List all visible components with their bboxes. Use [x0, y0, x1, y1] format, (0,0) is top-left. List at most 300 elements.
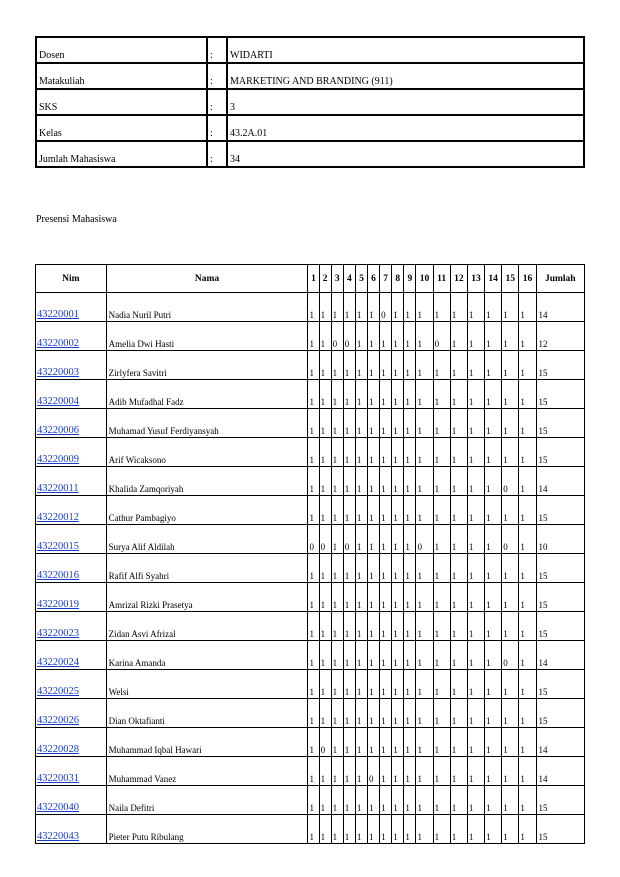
attendance-mark: 1 — [485, 409, 502, 438]
attendance-mark: 1 — [343, 670, 355, 699]
attendance-mark: 1 — [308, 670, 319, 699]
attendance-mark: 0 — [380, 293, 392, 322]
nim-link[interactable]: 43220019 — [37, 599, 79, 610]
nim-link[interactable]: 43220001 — [37, 309, 79, 320]
attendance-mark: 1 — [319, 641, 331, 670]
attendance-mark: 1 — [416, 786, 433, 815]
attendance-mark: 1 — [502, 409, 519, 438]
attendance-mark: 1 — [416, 554, 433, 583]
attendance-mark: 1 — [404, 699, 416, 728]
attendance-mark: 1 — [308, 554, 319, 583]
attendance-mark: 1 — [416, 322, 433, 351]
attendance-mark: 1 — [392, 322, 404, 351]
attendance-mark: 1 — [368, 786, 380, 815]
student-name: Khalida Zamqoriyah — [106, 467, 308, 496]
attendance-mark: 1 — [404, 496, 416, 525]
student-row — [36, 496, 585, 525]
attendance-mark: 1 — [355, 815, 367, 844]
attendance-mark: 1 — [368, 438, 380, 467]
attendance-mark: 1 — [343, 641, 355, 670]
attendance-mark: 1 — [433, 786, 450, 815]
attendance-mark: 1 — [433, 612, 450, 641]
attendance-mark: 1 — [319, 583, 331, 612]
attendance-mark: 1 — [404, 467, 416, 496]
attendance-mark: 1 — [467, 757, 484, 786]
info-row — [36, 141, 584, 167]
attendance-mark: 0 — [331, 322, 343, 351]
attendance-mark: 1 — [392, 699, 404, 728]
info-label: Dosen — [36, 37, 207, 63]
attendance-mark: 1 — [450, 583, 467, 612]
attendance-mark: 1 — [485, 496, 502, 525]
student-name: Welsi — [106, 670, 308, 699]
attendance-mark: 1 — [416, 351, 433, 380]
attendance-mark: 1 — [355, 525, 367, 554]
column-header: 11 — [433, 265, 450, 293]
attendance-mark: 1 — [319, 496, 331, 525]
attendance-mark: 1 — [519, 409, 536, 438]
attendance-total: 15 — [536, 612, 584, 641]
attendance-mark: 1 — [380, 554, 392, 583]
attendance-mark: 1 — [450, 757, 467, 786]
nim-link[interactable]: 43220031 — [37, 773, 79, 784]
attendance-mark: 1 — [450, 786, 467, 815]
attendance-mark: 1 — [416, 815, 433, 844]
attendance-mark: 1 — [308, 699, 319, 728]
attendance-mark: 1 — [502, 699, 519, 728]
column-header: 14 — [485, 265, 502, 293]
nim-cell — [36, 786, 107, 815]
attendance-mark: 1 — [450, 612, 467, 641]
nim-link[interactable]: 43220009 — [37, 454, 79, 465]
attendance-mark: 1 — [355, 496, 367, 525]
attendance-mark: 1 — [467, 322, 484, 351]
attendance-mark: 1 — [343, 467, 355, 496]
attendance-mark: 1 — [404, 641, 416, 670]
student-name: Pieter Putu Ribulang — [106, 815, 308, 844]
attendance-mark: 1 — [450, 293, 467, 322]
attendance-mark: 1 — [319, 409, 331, 438]
attendance-mark: 1 — [380, 612, 392, 641]
attendance-mark: 1 — [502, 612, 519, 641]
attendance-mark: 1 — [433, 583, 450, 612]
nim-cell — [36, 699, 107, 728]
attendance-mark: 1 — [392, 670, 404, 699]
attendance-mark: 1 — [368, 554, 380, 583]
attendance-mark: 1 — [433, 815, 450, 844]
attendance-mark: 1 — [404, 525, 416, 554]
nim-link[interactable]: 43220006 — [37, 425, 79, 436]
column-header: 15 — [502, 265, 519, 293]
attendance-mark: 1 — [519, 612, 536, 641]
attendance-mark: 1 — [502, 380, 519, 409]
attendance-mark: 1 — [502, 583, 519, 612]
attendance-mark: 1 — [502, 322, 519, 351]
attendance-mark: 1 — [308, 612, 319, 641]
attendance-mark: 1 — [450, 641, 467, 670]
attendance-mark: 1 — [450, 670, 467, 699]
column-header: 4 — [343, 265, 355, 293]
attendance-mark: 1 — [368, 496, 380, 525]
attendance-mark: 1 — [450, 554, 467, 583]
attendance-mark: 1 — [308, 583, 319, 612]
nim-link[interactable]: 43220023 — [37, 628, 79, 639]
attendance-mark: 1 — [355, 351, 367, 380]
attendance-table — [35, 264, 585, 844]
attendance-mark: 1 — [331, 380, 343, 409]
attendance-mark: 1 — [319, 467, 331, 496]
attendance-mark: 1 — [392, 786, 404, 815]
attendance-mark: 1 — [319, 322, 331, 351]
info-value: 34 — [227, 141, 584, 167]
attendance-mark: 1 — [467, 351, 484, 380]
student-name: Muhamad Yusuf Ferdiyansyah — [106, 409, 308, 438]
attendance-mark: 1 — [355, 786, 367, 815]
attendance-mark: 1 — [355, 757, 367, 786]
nim-link[interactable]: 43220002 — [37, 338, 79, 349]
attendance-mark: 1 — [485, 554, 502, 583]
nim-link[interactable]: 43220028 — [37, 744, 79, 755]
attendance-mark: 1 — [355, 670, 367, 699]
student-name: Karina Amanda — [106, 641, 308, 670]
column-header: Jumlah — [536, 265, 584, 293]
nim-cell — [36, 525, 107, 554]
student-name: Zidan Asvi Afrizal — [106, 612, 308, 641]
attendance-mark: 1 — [308, 409, 319, 438]
attendance-mark: 1 — [433, 525, 450, 554]
info-separator: : — [207, 37, 227, 63]
attendance-mark: 1 — [416, 699, 433, 728]
column-header: 2 — [319, 265, 331, 293]
attendance-mark: 1 — [331, 757, 343, 786]
attendance-mark: 0 — [308, 525, 319, 554]
attendance-mark: 1 — [450, 322, 467, 351]
nim-link[interactable]: 43220040 — [37, 802, 79, 813]
attendance-mark: 1 — [485, 757, 502, 786]
attendance-mark: 1 — [380, 786, 392, 815]
attendance-mark: 1 — [392, 525, 404, 554]
attendance-mark: 1 — [331, 351, 343, 380]
student-row — [36, 786, 585, 815]
attendance-mark: 1 — [467, 612, 484, 641]
attendance-mark: 1 — [380, 409, 392, 438]
attendance-mark: 1 — [450, 438, 467, 467]
attendance-mark: 1 — [467, 380, 484, 409]
attendance-mark: 1 — [368, 699, 380, 728]
column-header: 12 — [450, 265, 467, 293]
attendance-mark: 1 — [502, 728, 519, 757]
attendance-mark: 1 — [319, 554, 331, 583]
attendance-mark: 1 — [380, 641, 392, 670]
attendance-mark: 1 — [467, 786, 484, 815]
attendance-total: 10 — [536, 525, 584, 554]
student-row — [36, 699, 585, 728]
attendance-mark: 1 — [519, 496, 536, 525]
attendance-mark: 1 — [392, 293, 404, 322]
attendance-total: 15 — [536, 670, 584, 699]
attendance-mark: 1 — [433, 641, 450, 670]
attendance-total: 15 — [536, 815, 584, 844]
attendance-mark: 1 — [380, 670, 392, 699]
student-name: Arif Wicaksono — [106, 438, 308, 467]
attendance-mark: 1 — [433, 438, 450, 467]
attendance-mark: 1 — [519, 757, 536, 786]
attendance-mark: 1 — [308, 641, 319, 670]
attendance-mark: 1 — [404, 728, 416, 757]
student-row — [36, 641, 585, 670]
attendance-mark: 1 — [392, 641, 404, 670]
attendance-mark: 1 — [450, 496, 467, 525]
attendance-mark: 1 — [416, 728, 433, 757]
nim-link[interactable]: 43220004 — [37, 396, 79, 407]
attendance-mark: 1 — [380, 322, 392, 351]
attendance-mark: 1 — [519, 554, 536, 583]
attendance-body — [36, 293, 585, 844]
attendance-mark: 0 — [502, 641, 519, 670]
attendance-mark: 1 — [404, 815, 416, 844]
column-header: 10 — [416, 265, 433, 293]
attendance-mark: 1 — [392, 467, 404, 496]
attendance-mark: 1 — [319, 699, 331, 728]
attendance-mark: 1 — [467, 728, 484, 757]
attendance-mark: 1 — [502, 786, 519, 815]
attendance-mark: 1 — [519, 699, 536, 728]
attendance-mark: 1 — [485, 612, 502, 641]
attendance-mark: 1 — [502, 293, 519, 322]
attendance-mark: 1 — [485, 467, 502, 496]
attendance-mark: 0 — [368, 757, 380, 786]
info-label: SKS — [36, 89, 207, 115]
info-label: Jumlah Mahasiswa — [36, 141, 207, 167]
attendance-mark: 1 — [331, 670, 343, 699]
attendance-mark: 1 — [392, 815, 404, 844]
attendance-mark: 1 — [308, 815, 319, 844]
attendance-mark: 1 — [433, 699, 450, 728]
attendance-mark: 1 — [416, 612, 433, 641]
column-header: 9 — [404, 265, 416, 293]
attendance-mark: 1 — [519, 380, 536, 409]
attendance-mark: 1 — [519, 815, 536, 844]
attendance-mark: 1 — [343, 786, 355, 815]
attendance-mark: 1 — [519, 293, 536, 322]
student-row — [36, 293, 585, 322]
attendance-mark: 1 — [502, 351, 519, 380]
attendance-mark: 1 — [331, 815, 343, 844]
course-info-table — [35, 36, 585, 168]
nim-link[interactable]: 43220025 — [37, 686, 79, 697]
attendance-mark: 1 — [450, 380, 467, 409]
attendance-mark: 1 — [519, 728, 536, 757]
attendance-mark: 1 — [392, 554, 404, 583]
attendance-mark: 1 — [467, 293, 484, 322]
attendance-mark: 1 — [355, 438, 367, 467]
column-header: 1 — [308, 265, 319, 293]
attendance-mark: 1 — [343, 409, 355, 438]
student-row — [36, 438, 585, 467]
attendance-mark: 1 — [392, 438, 404, 467]
attendance-mark: 1 — [404, 293, 416, 322]
attendance-table-container — [35, 264, 585, 842]
attendance-mark: 1 — [485, 351, 502, 380]
nim-cell — [36, 757, 107, 786]
attendance-mark: 1 — [331, 438, 343, 467]
attendance-mark: 1 — [433, 380, 450, 409]
attendance-mark: 1 — [404, 380, 416, 409]
attendance-mark: 1 — [380, 757, 392, 786]
attendance-mark: 1 — [380, 467, 392, 496]
info-separator: : — [207, 63, 227, 89]
nim-cell — [36, 728, 107, 757]
attendance-mark: 1 — [368, 467, 380, 496]
attendance-mark: 1 — [380, 815, 392, 844]
attendance-mark: 1 — [343, 699, 355, 728]
attendance-mark: 1 — [416, 467, 433, 496]
attendance-mark: 1 — [343, 612, 355, 641]
attendance-mark: 0 — [502, 467, 519, 496]
attendance-mark: 1 — [319, 757, 331, 786]
attendance-mark: 1 — [331, 786, 343, 815]
column-header: 16 — [519, 265, 536, 293]
attendance-total: 14 — [536, 641, 584, 670]
nim-cell — [36, 554, 107, 583]
attendance-mark: 1 — [368, 728, 380, 757]
info-row — [36, 115, 584, 141]
attendance-total: 15 — [536, 380, 584, 409]
attendance-mark: 1 — [433, 554, 450, 583]
attendance-mark: 1 — [355, 467, 367, 496]
attendance-mark: 1 — [519, 641, 536, 670]
student-name: Adib Mufadhal Fadz — [106, 380, 308, 409]
attendance-mark: 1 — [368, 351, 380, 380]
attendance-mark: 1 — [331, 409, 343, 438]
attendance-mark: 1 — [343, 554, 355, 583]
attendance-mark: 1 — [485, 786, 502, 815]
attendance-mark: 1 — [450, 467, 467, 496]
attendance-mark: 1 — [467, 554, 484, 583]
student-name: Surya Alif Aldilah — [106, 525, 308, 554]
student-row — [36, 612, 585, 641]
nim-link[interactable]: 43220043 — [37, 831, 79, 842]
attendance-mark: 1 — [392, 612, 404, 641]
attendance-mark: 1 — [519, 583, 536, 612]
info-value: 43.2A.01 — [227, 115, 584, 141]
nim-link[interactable]: 43220026 — [37, 715, 79, 726]
attendance-mark: 1 — [433, 728, 450, 757]
attendance-mark: 1 — [343, 728, 355, 757]
attendance-mark: 1 — [343, 293, 355, 322]
student-name: Muhammad Iqbal Hawari — [106, 728, 308, 757]
info-row — [36, 63, 584, 89]
student-row — [36, 670, 585, 699]
attendance-total: 15 — [536, 438, 584, 467]
attendance-total: 15 — [536, 699, 584, 728]
attendance-total: 15 — [536, 496, 584, 525]
student-name: Nadia Nuril Putri — [106, 293, 308, 322]
attendance-mark: 1 — [416, 583, 433, 612]
info-row — [36, 89, 584, 115]
nim-link[interactable]: 43220015 — [37, 541, 79, 552]
student-row — [36, 728, 585, 757]
attendance-mark: 1 — [308, 351, 319, 380]
attendance-mark: 1 — [467, 641, 484, 670]
nim-cell — [36, 467, 107, 496]
attendance-mark: 1 — [331, 583, 343, 612]
attendance-mark: 1 — [485, 525, 502, 554]
attendance-mark: 1 — [502, 438, 519, 467]
attendance-total: 14 — [536, 293, 584, 322]
nim-cell — [36, 583, 107, 612]
attendance-mark: 1 — [368, 670, 380, 699]
attendance-total: 15 — [536, 583, 584, 612]
nim-link[interactable]: 43220024 — [37, 657, 79, 668]
attendance-mark: 1 — [355, 612, 367, 641]
attendance-mark: 1 — [433, 757, 450, 786]
attendance-mark: 1 — [355, 728, 367, 757]
attendance-total: 14 — [536, 728, 584, 757]
nim-cell — [36, 815, 107, 844]
student-name: Amelia Dwi Hasti — [106, 322, 308, 351]
attendance-mark: 1 — [450, 351, 467, 380]
info-separator: : — [207, 89, 227, 115]
info-row — [36, 37, 584, 63]
attendance-mark: 1 — [380, 438, 392, 467]
student-name: Naila Defitri — [106, 786, 308, 815]
nim-cell — [36, 438, 107, 467]
attendance-mark: 1 — [380, 380, 392, 409]
attendance-mark: 1 — [502, 757, 519, 786]
attendance-mark: 1 — [368, 525, 380, 554]
column-header: Nama — [106, 265, 308, 293]
student-row — [36, 351, 585, 380]
attendance-mark: 1 — [331, 641, 343, 670]
nim-link[interactable]: 43220012 — [37, 512, 79, 523]
attendance-mark: 1 — [404, 757, 416, 786]
attendance-mark: 1 — [433, 293, 450, 322]
nim-cell — [36, 670, 107, 699]
attendance-mark: 1 — [467, 699, 484, 728]
attendance-mark: 1 — [368, 641, 380, 670]
attendance-mark: 1 — [416, 496, 433, 525]
attendance-mark: 1 — [467, 815, 484, 844]
attendance-mark: 1 — [433, 670, 450, 699]
nim-link[interactable]: 43220003 — [37, 367, 79, 378]
attendance-mark: 1 — [368, 583, 380, 612]
attendance-mark: 1 — [319, 612, 331, 641]
nim-link[interactable]: 43220016 — [37, 570, 79, 581]
attendance-total: 15 — [536, 351, 584, 380]
student-row — [36, 525, 585, 554]
column-header: Nim — [36, 265, 107, 293]
attendance-mark: 1 — [331, 699, 343, 728]
attendance-mark: 1 — [416, 409, 433, 438]
student-name: Amrizal Rizki Prasetya — [106, 583, 308, 612]
attendance-mark: 1 — [467, 670, 484, 699]
student-row — [36, 409, 585, 438]
attendance-mark: 1 — [331, 728, 343, 757]
attendance-mark: 1 — [433, 409, 450, 438]
attendance-mark: 0 — [502, 525, 519, 554]
attendance-mark: 1 — [392, 583, 404, 612]
nim-cell — [36, 380, 107, 409]
attendance-total: 14 — [536, 757, 584, 786]
attendance-mark: 1 — [485, 699, 502, 728]
student-row — [36, 757, 585, 786]
nim-link[interactable]: 43220011 — [37, 483, 79, 494]
attendance-mark: 1 — [467, 525, 484, 554]
attendance-mark: 1 — [416, 757, 433, 786]
attendance-total: 14 — [536, 467, 584, 496]
attendance-mark: 1 — [343, 496, 355, 525]
